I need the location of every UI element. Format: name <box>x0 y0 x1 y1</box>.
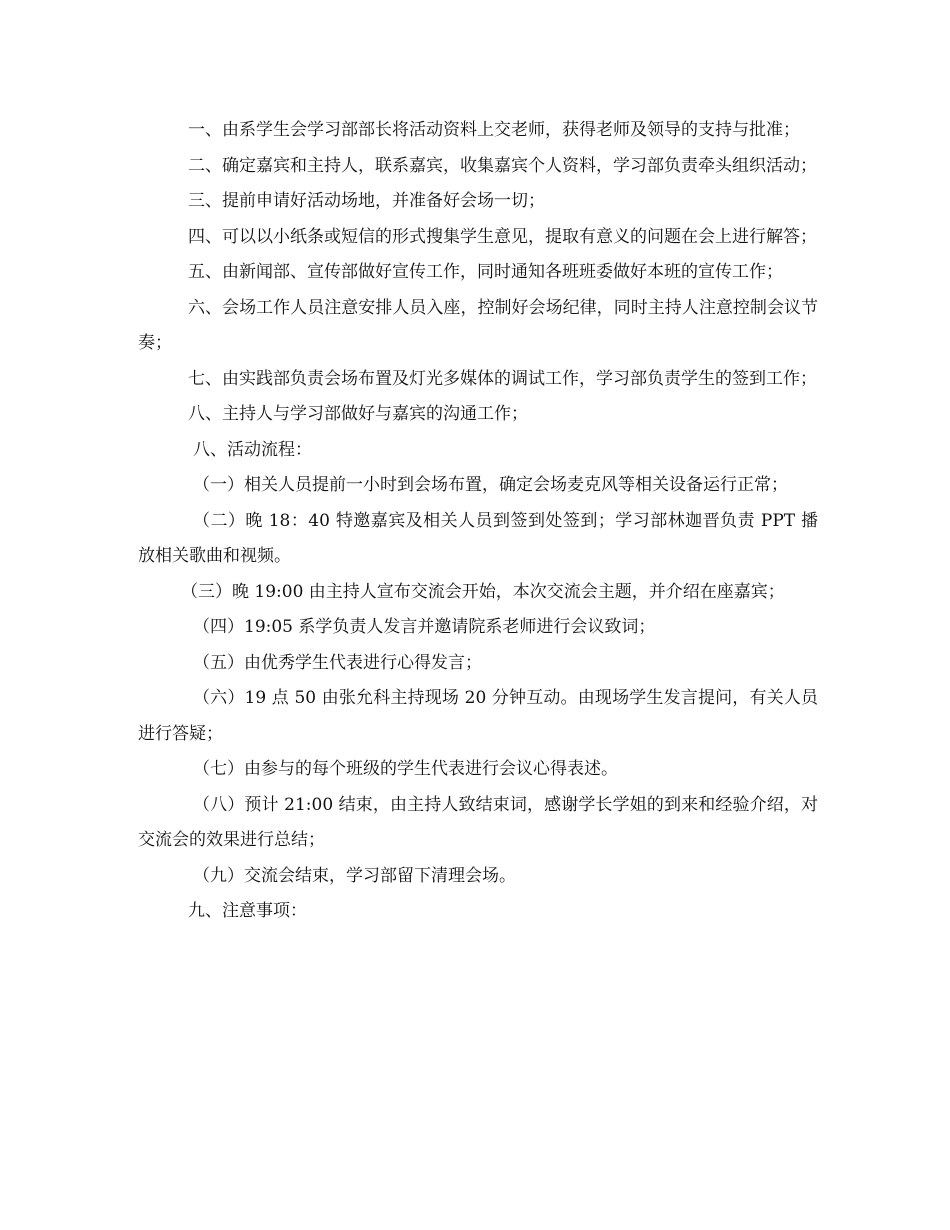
paragraph-step-7: 七、由实践部负责会场布置及灯光多媒体的调试工作，学习部负责学生的签到工作； <box>188 368 817 389</box>
paragraph-step-2: 二、确定嘉宾和主持人，联系嘉宾，收集嘉宾个人资料，学习部负责牵头组织活动； <box>188 155 817 176</box>
flow-item-7: （七）由参与的每个班级的学生代表进行会议心得表述。 <box>193 759 618 779</box>
paragraph-step-5: 五、由新闻部、宣传部做好宣传工作，同时通知各班班委做好本班的宣传工作； <box>188 262 783 282</box>
section-heading-notes: 九、注意事项： <box>188 901 307 921</box>
flow-item-5: （五）由优秀学生代表进行心得发言； <box>193 652 482 673</box>
document-body <box>138 113 818 930</box>
flow-item-1: （一）相关人员提前一小时到会场布置，确定会场麦克风等相关设备运行正常； <box>193 475 788 495</box>
paragraph-step-3: 三、提前申请好活动场地，并准备好会场一切； <box>188 191 545 211</box>
paragraph-step-8: 八、主持人与学习部做好与嘉宾的沟通工作； <box>188 404 528 424</box>
paragraph-step-6: 六、会场工作人员注意安排人员入座，控制好会场纪律，同时主持人注意控制会议节奏； <box>138 297 818 353</box>
paragraph-step-4: 四、可以以小纸条或短信的形式搜集学生意见，提取有意义的问题在会上进行解答； <box>188 226 817 247</box>
flow-item-8: （八）预计 21:00 结束，由主持人致结束词，感谢学长学姐的到来和经验介绍，对交流会的效果进行总结； <box>138 794 818 850</box>
flow-item-9: （九）交流会结束，学习部留下清理会场。 <box>193 865 516 886</box>
flow-item-4: （四）19:05 系学负责人发言并邀请院系老师进行会议致词； <box>193 617 656 637</box>
section-heading-activity-flow: 八、活动流程： <box>193 439 312 460</box>
paragraph-step-1: 一、由系学生会学习部部长将活动资料上交老师，获得老师及领导的支持与批准； <box>188 120 800 140</box>
flow-item-6: （六）19 点 50 由张允科主持现场 20 分钟互动。由现场学生发言提问，有关人员进行答疑； <box>138 688 818 744</box>
flow-item-2: （二）晚 18：40 特邀嘉宾及相关人员到签到处签到；学习部林迦晋负责 PPT 播放相关歌曲和视频。 <box>138 510 818 566</box>
flow-item-3: （三）晚 19:00 由主持人宣布交流会开始，本次交流会主题，并介绍在座嘉宾； <box>181 581 785 602</box>
